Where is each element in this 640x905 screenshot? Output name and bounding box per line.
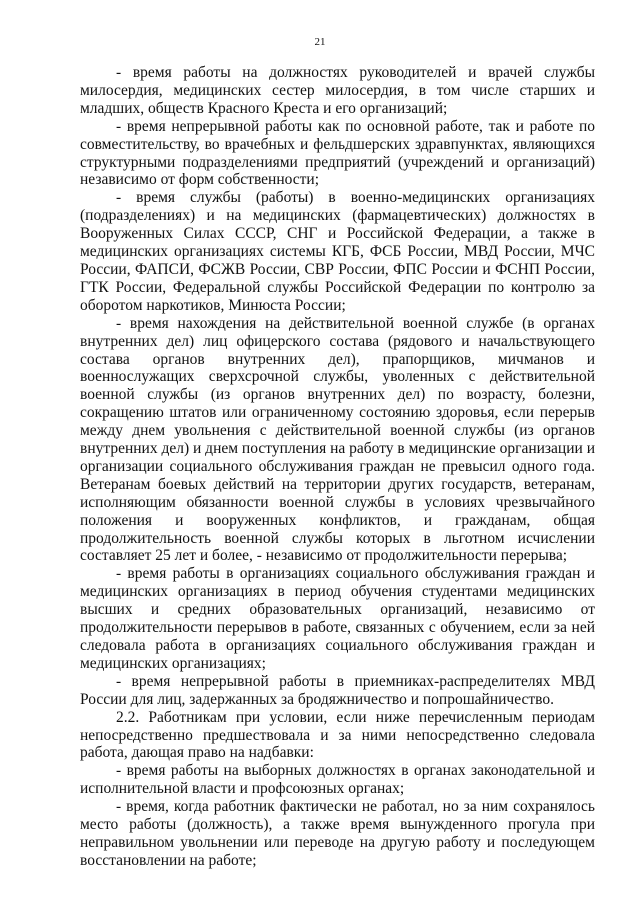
document-body: [80, 64, 595, 870]
paragraph-health-posts: - время непрерывной работы как по основной работе, так и работе по совместительству, во врачебных и фельдшерских здравпунктах, являющихся структурными подразделениями предприятий (учреждений и организаций) независимо от форм собственности;: [80, 117, 595, 189]
paragraph-elected-positions: - время работы на выборных должностях в органах законодательной и исполнительной власти и профсоюзных органах;: [80, 762, 595, 798]
page-number: 21: [314, 36, 326, 48]
paragraph-retained-position: - время, когда работник фактически не работал, но за ним сохранялось место работы (должность), а также время вынужденного прогула при неправильном увольнении или переводе на другую работу и последующем восстановлении на работе;: [80, 798, 595, 869]
paragraph-section-2-2: 2.2. Работникам при условии, если ниже перечисленным периодам непосредственно предшествовала и за ними непосредственно следовала работа, дающая право на надбавки:: [80, 708, 595, 762]
paragraph-work-during-studies: - время работы в организациях социального обслуживания граждан и медицинских организациях в период обучения студентами медицинских высших и средних образовательных организаций, независимо от продолжительности перерывов в работе, связанных с обучением, если за ней следовала работа в организациях социального обслуживания граждан и медицинских организациях;: [80, 565, 595, 672]
paragraph-active-military-service: - время нахождения на действительной военной службе (в органах внутренних дел) лиц офицерского состава (рядового и начальствующего состава органов внутренних дел), прапорщиков, мичманов и военнослужащих сверхсрочной службы, уволенных с действительной военной службы (из органов внутренних дел) по возрасту, болезни, сокращению штатов или ограниченному состоянию здоровья, если перерыв между днем увольнения с действительной военной службы (из органов внутренних дел) и днем поступления на работу в медицинские организации и организации социального обслуживания граждан не превысил одного года. Ветеранам боевых действий на территории других государств, ветеранам, исполняющим обязанности военной службы в условиях чрезвычайного положения и вооруженных конфликтов, и гражданам, общая продолжительность военной службы которых в льготном исчислении составляет 25 лет и более, - независимо от продолжительности перерыва;: [80, 314, 595, 565]
paragraph-mvd-reception-centers: - время непрерывной работы в приемниках-распределителях МВД России для лиц, задержанных за бродяжничество и попрошайничество.: [80, 672, 595, 708]
paragraph-military-medical-service: - время службы (работы) в военно-медицинских организациях (подразделениях) и на медицинских (фармацевтических) должностях в Вооруженных Силах СССР, СНГ и Российской Федерации, а также в медицинских организациях системы КГБ, ФСБ России, МВД России, МЧС России, ФАПСИ, ФСЖВ России, СВР России, ФПС России и ФСНП России, ГТК России, Федеральной службы Российской Федерации по контролю за оборотом наркотиков, Минюста России;: [80, 189, 595, 314]
paragraph-mercy-service: - время работы на должностях руководителей и врачей службы милосердия, медицинских сестер милосердия, в том числе старших и младших, обществ Красного Креста и его организаций;: [80, 64, 595, 117]
